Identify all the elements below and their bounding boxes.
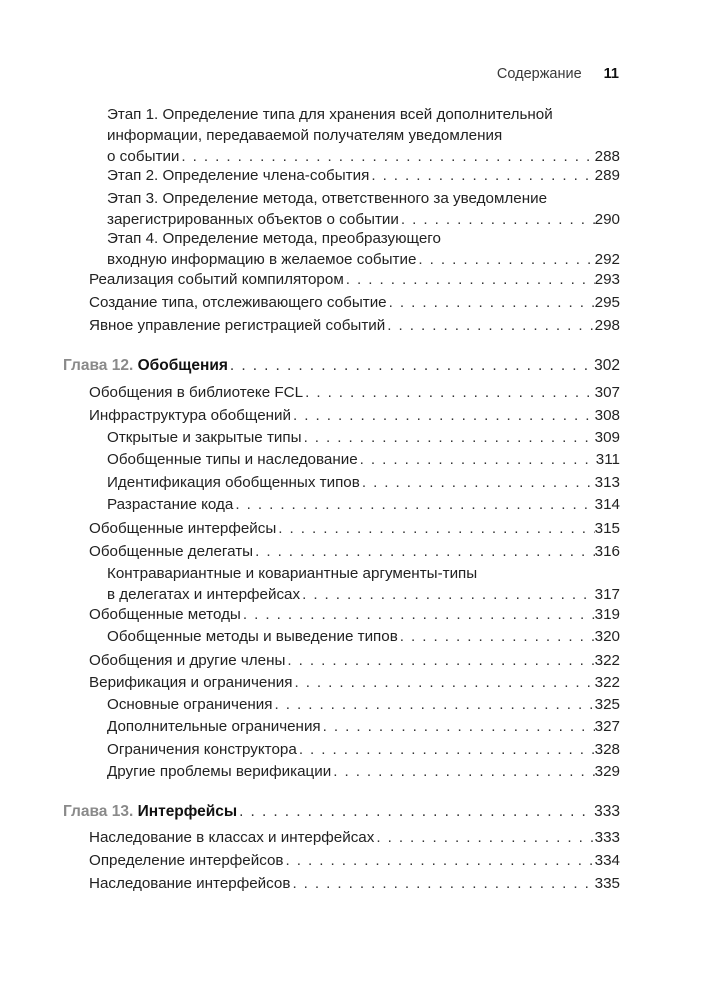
toc-entry-label: Инфраструктура обобщений — [89, 407, 292, 424]
toc-page-number: 319 — [594, 606, 620, 623]
toc-entry-label: Обобщенные интерфейсы — [89, 520, 277, 537]
toc-page-number: 316 — [594, 543, 620, 560]
toc-entry-stage-3 — [107, 188, 620, 230]
toc-page-number: 307 — [594, 384, 620, 401]
toc-entry-label: в делегатах и интерфейсах — [107, 586, 301, 603]
leader-dots — [302, 584, 595, 605]
toc-entry-label: Обобщения в библиотеке FCL — [89, 384, 304, 401]
running-header — [497, 66, 619, 82]
toc-entry — [89, 850, 620, 871]
leader-dots — [181, 146, 594, 167]
toc-page-number: 320 — [594, 628, 620, 645]
leader-dots — [299, 739, 595, 760]
toc-page-number: 309 — [594, 429, 620, 446]
toc-entry — [107, 716, 620, 737]
toc-entry-label: Обобщенные методы и выведение типов — [107, 628, 398, 645]
leader-dots — [305, 382, 595, 403]
toc-entry — [107, 427, 620, 448]
leader-dots — [346, 269, 595, 290]
leader-dots — [371, 165, 594, 186]
toc-entry-text-line: информации, передаваемой получателям уведомления — [107, 127, 503, 144]
leader-dots — [304, 427, 595, 448]
toc-entry — [89, 604, 620, 625]
toc-entry-label: Реализация событий компилятором — [89, 271, 344, 288]
leader-dots — [376, 827, 594, 848]
toc-page-number: 314 — [594, 496, 620, 513]
toc-entry-label: Создание типа, отслеживающего событие — [89, 294, 387, 311]
leader-dots — [401, 209, 595, 230]
header-page-number: 11 — [603, 66, 619, 82]
toc-entry-label: Верификация и ограничения — [89, 674, 293, 691]
toc-page-number: 333 — [594, 803, 620, 820]
toc-entry — [107, 449, 620, 470]
toc-entry-stage-1 — [107, 104, 620, 167]
toc-page-number: 290 — [594, 211, 620, 228]
toc-entry — [89, 518, 620, 539]
toc-entry-text-line: Этап 3. Определение метода, ответственного за уведомление — [107, 190, 548, 207]
toc-entry-text-line: Контравариантные и ковариантные аргументы-типы — [107, 565, 478, 582]
toc-entry-label: Обобщенные делегаты — [89, 543, 254, 560]
toc-entry-label: Другие проблемы верификации — [107, 763, 332, 780]
leader-dots — [278, 518, 594, 539]
leader-dots — [230, 355, 594, 376]
leader-dots — [323, 716, 595, 737]
toc-entry — [107, 626, 620, 647]
toc-entry-label: Идентификация обобщенных типов — [107, 474, 360, 491]
toc-entry-label: о событии — [107, 148, 180, 165]
toc-entry-label: Обобщенные типы и наследование — [107, 451, 358, 468]
toc-page-number: 322 — [594, 674, 620, 691]
toc-entry — [107, 761, 620, 782]
toc-entry-label: Открытые и закрытые типы — [107, 429, 302, 446]
toc-entry — [107, 694, 620, 715]
toc-entry-label: Наследование в классах и интерфейсах — [89, 829, 375, 846]
toc-entry — [89, 382, 620, 403]
toc-chapter-13 — [63, 801, 620, 822]
toc-page-number: 329 — [594, 763, 620, 780]
leader-dots — [333, 761, 594, 782]
toc-entry — [89, 827, 620, 848]
leader-dots — [360, 449, 596, 470]
toc-entry-text-line: Этап 1. Определение типа для хранения всей дополнительной — [107, 106, 553, 123]
toc-page-number: 325 — [594, 696, 620, 713]
chapter-title: Обобщения — [137, 357, 228, 374]
toc-page-number: 334 — [594, 852, 620, 869]
toc-page-number: 292 — [594, 251, 620, 268]
leader-dots — [286, 850, 595, 871]
toc-entry — [89, 292, 620, 313]
leader-dots — [239, 801, 594, 822]
toc-page-number: 315 — [594, 520, 620, 537]
leader-dots — [274, 694, 594, 715]
toc-page-number: 308 — [594, 407, 620, 424]
toc-entry — [107, 494, 620, 515]
toc-page-number: 327 — [594, 718, 620, 735]
toc-entry-label: Основные ограничения — [107, 696, 273, 713]
toc-entry-label: Определение интерфейсов — [89, 852, 284, 869]
toc-entry-label: Разрастание кода — [107, 496, 234, 513]
toc-entry — [89, 315, 620, 336]
toc-page-number: 302 — [594, 357, 620, 374]
leader-dots — [400, 626, 595, 647]
toc-entry — [107, 739, 620, 760]
chapter-prefix: Глава 12. — [63, 357, 134, 374]
leader-dots — [389, 292, 595, 313]
toc-entry-label: Обобщенные методы — [89, 606, 241, 623]
leader-dots — [243, 604, 595, 625]
leader-dots — [387, 315, 594, 336]
toc-entry-text-line: Этап 4. Определение метода, преобразующего — [107, 230, 441, 247]
toc-entry-label: Наследование интерфейсов — [89, 875, 291, 892]
toc-entry-label: Этап 2. Определение члена-события — [107, 167, 370, 184]
toc-chapter-12 — [63, 355, 620, 376]
toc-entry — [107, 563, 620, 605]
toc-entry-label: Дополнительные ограничения — [107, 718, 321, 735]
toc-page-number: 289 — [594, 167, 620, 184]
leader-dots — [362, 472, 595, 493]
section-title: Содержание — [496, 66, 582, 82]
toc-entry-stage-4 — [107, 228, 620, 270]
toc-entry — [89, 873, 620, 894]
toc-entry-label: Явное управление регистрацией событий — [89, 317, 386, 334]
toc-page-number: 317 — [594, 586, 620, 603]
toc-entry — [89, 672, 620, 693]
toc-page-number: 295 — [594, 294, 620, 311]
toc-entry-label: входную информацию в желаемое событие — [107, 251, 417, 268]
toc-entry-label: Ограничения конструктора — [107, 741, 297, 758]
leader-dots — [292, 873, 594, 894]
chapter-prefix: Глава 13. — [63, 803, 134, 820]
toc-entry — [107, 472, 620, 493]
toc-entry — [89, 405, 620, 426]
toc-page-number: 293 — [594, 271, 620, 288]
toc-entry-label: Обобщения и другие члены — [89, 652, 286, 669]
toc-entry — [89, 650, 620, 671]
toc-page-number: 333 — [594, 829, 620, 846]
leader-dots — [235, 494, 594, 515]
toc-page-number: 313 — [594, 474, 620, 491]
leader-dots — [418, 249, 594, 270]
leader-dots — [287, 650, 594, 671]
toc-page-number: 328 — [594, 741, 620, 758]
toc-entry-stage-2 — [107, 165, 620, 186]
chapter-title: Интерфейсы — [137, 803, 238, 820]
leader-dots — [255, 541, 595, 562]
toc-page-number: 322 — [594, 652, 620, 669]
toc-page-number: 288 — [594, 148, 620, 165]
toc-entry — [89, 541, 620, 562]
toc-page-number: 298 — [594, 317, 620, 334]
toc-page-number: 311 — [595, 451, 620, 468]
toc-entry — [89, 269, 620, 290]
leader-dots — [294, 672, 594, 693]
toc-entry-label: зарегистрированных объектов о событии — [107, 211, 399, 228]
toc-page-number: 335 — [594, 875, 620, 892]
leader-dots — [293, 405, 595, 426]
